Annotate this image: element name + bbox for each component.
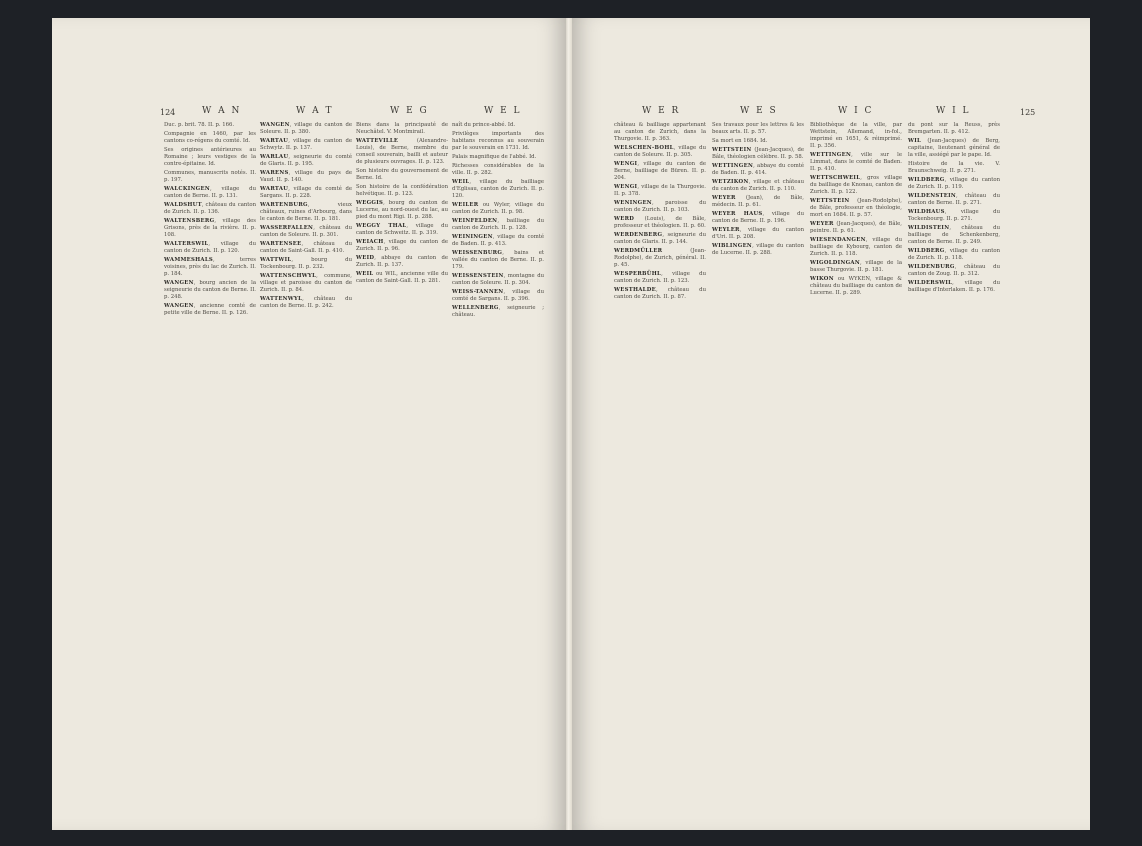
index-entry — [356, 122, 448, 136]
entry-text: , abbaye du comté de Baden. II. p. 414. — [712, 163, 804, 176]
entry-headword: WEISS-TANNEN — [452, 289, 504, 295]
entry-text: , village de la Thurgovie. II. p. 378. — [614, 184, 706, 197]
entry-text: , village du comté de Sargans. II. p. 228. — [260, 186, 352, 199]
entry-headword: WERDMÜLLER — [614, 248, 663, 254]
entry-headword: WEINFELDEN — [452, 218, 498, 224]
entry-headword: WETTSCHWEIL — [810, 175, 861, 181]
index-entry — [452, 250, 544, 271]
entry-text: , gros village du bailliage de Knonau, canton de Zurich. II. p. 122. — [810, 175, 902, 195]
index-entry — [452, 202, 544, 216]
entry-headword: WENINGEN — [614, 200, 652, 206]
entry-headword: WALCKINGEN — [164, 186, 210, 192]
entry-text: Son histoire du gouvernement de Berne. Id. — [356, 168, 448, 181]
entry-text: , commune, village et paroisse du canton de Zurich. II. p. 84. — [260, 273, 352, 293]
entry-headword: WANGEN — [164, 303, 194, 309]
entry-headword: WIKON — [810, 276, 834, 282]
right-page — [572, 18, 1090, 830]
index-entry — [810, 152, 902, 173]
entry-text: , seigneurie du comté de Glaris. II. p. 195. — [260, 154, 352, 167]
entry-text: Ses origines antérieures au Romaine ; leurs vestiges de la contre-épitaine. Id. — [164, 147, 256, 167]
column-header: W E S — [740, 106, 778, 116]
index-entry — [356, 200, 448, 221]
entry-text: ou WIL, ancienne ville du canton de Saint-Gall. II. p. 281. — [356, 271, 448, 284]
entry-headword: WARTAU — [260, 186, 289, 192]
index-entry — [810, 260, 902, 274]
index-entry — [810, 237, 902, 258]
entry-headword: WELLENBERG — [452, 305, 499, 311]
column-header: W I C — [838, 106, 874, 116]
entry-text: , village du bailliage d'Eglisau, canton de Zurich. II. p. 120. — [452, 179, 544, 199]
entry-headword: WILDBERG — [908, 177, 945, 183]
index-entry — [614, 232, 706, 246]
index-entry — [908, 122, 1000, 136]
index-entry — [452, 218, 544, 232]
entry-text: , montagne du canton de Soleure. II. p. 304. — [452, 273, 544, 286]
entry-text: , vieux châteaux, ruines d'Arbourg, dans le canton de Berne. II. p. 181. — [260, 202, 352, 222]
entry-headword: WIESENDANGEN — [810, 237, 866, 243]
entry-headword: WERD — [614, 216, 635, 222]
entry-text: (Jean-Jacques) de Berg, capitaine, lieutenant général de la ville, assiégé par le pape. Id. — [908, 138, 1000, 158]
entry-text: , village du canton d'Uri. II. p. 208. — [712, 227, 804, 240]
entry-headword: WEISSENSTEIN — [452, 273, 504, 279]
column-header: W A T — [296, 106, 334, 116]
entry-headword: WEID — [356, 255, 375, 261]
entry-headword: WARTENSEE — [260, 241, 302, 247]
index-entry — [260, 273, 352, 294]
index-entry — [452, 234, 544, 248]
entry-text: (Jean-Rodolphe), de Zurich, général. II. p. 45. — [614, 248, 706, 268]
index-entry — [356, 255, 448, 269]
entry-headword: WETTINGEN — [810, 152, 852, 158]
entry-headword: WEYER HAUS — [712, 211, 763, 217]
index-entry — [908, 161, 1000, 175]
entry-text: , château du canton de Berne. II. p. 242. — [260, 296, 352, 309]
index-entry — [164, 147, 256, 168]
left-page — [52, 18, 566, 830]
entry-headword: WARLAU — [260, 154, 289, 160]
index-entry — [614, 161, 706, 182]
entry-text: , château du canton de Zurich. II. p. 87. — [614, 287, 706, 300]
entry-text: , village du canton de Zurich. II. p. 96. — [356, 239, 448, 252]
entry-headword: WEIL — [452, 179, 470, 185]
entry-text: , château du canton de Zoug. II. p. 312. — [908, 264, 1000, 277]
column-header: W E G — [390, 106, 429, 116]
index-entry — [452, 305, 544, 319]
entry-headword: WARENS — [260, 170, 289, 176]
entry-headword: WASSERFALLEN — [260, 225, 314, 231]
entry-text: , village du canton de Berne, bailliage de Büren. II. p. 204. — [614, 161, 706, 181]
index-entry — [260, 202, 352, 223]
index-entry — [164, 303, 256, 317]
entry-headword: WERDENBERG — [614, 232, 663, 238]
index-entry — [164, 241, 256, 255]
entry-headword: WENGI — [614, 184, 638, 190]
entry-text: , seigneurie ; château. — [452, 305, 544, 318]
text-column — [164, 122, 256, 319]
column-header: W A N — [202, 106, 242, 116]
entry-text: , paroisse du canton de Zurich. II. p. 103. — [614, 200, 706, 213]
index-entry — [164, 202, 256, 216]
entry-headword: WALTERSWIL — [164, 241, 209, 247]
entry-headword: WETTSTEIN — [712, 147, 752, 153]
index-entry — [614, 216, 706, 230]
entry-headword: WARTENBURG — [260, 202, 308, 208]
entry-text: , village de la basse Thurgovie. II. p. 181. — [810, 260, 902, 273]
entry-text: Histoire de la vie. V. Braunschweig. II. p. 271. — [908, 161, 1000, 174]
index-entry — [452, 131, 544, 152]
entry-headword: WALDSHUT — [164, 202, 202, 208]
index-entry — [614, 248, 706, 269]
entry-headword: WIBLINGEN — [712, 243, 753, 249]
entry-text: , château du canton de Zurich. II. p. 136. — [164, 202, 256, 215]
entry-headword: WEGGIS — [356, 200, 384, 206]
page-number: 125 — [1020, 108, 1036, 117]
entry-headword: WANGEN — [164, 280, 194, 286]
index-entry — [260, 241, 352, 255]
entry-headword: WETZIKON — [712, 179, 749, 185]
entry-headword: WEYLER — [712, 227, 740, 233]
entry-headword: WETTINGEN — [712, 163, 754, 169]
entry-headword: WEYER — [712, 195, 736, 201]
entry-text: , abbaye du canton de Zurich. II. p. 137. — [356, 255, 448, 268]
entry-text: Compagnie en 1460, par les cantons co-régens du comté. Id. — [164, 131, 256, 144]
text-column — [260, 122, 352, 312]
index-entry — [908, 209, 1000, 223]
entry-headword: WILDENSTEIN — [908, 193, 957, 199]
column-header: W E L — [484, 106, 522, 116]
entry-text: ou Wyler, village du canton de Zurich. II. p. 98. — [452, 202, 544, 215]
index-entry — [810, 122, 902, 150]
index-entry — [356, 168, 448, 182]
index-entry — [164, 257, 256, 278]
index-entry — [452, 154, 544, 161]
entry-headword: WEIL — [356, 271, 374, 277]
entry-text: , village du canton de Schweitz. II. p. 319. — [356, 223, 448, 236]
entry-text: Palais magnifique de l'abbé. Id. — [452, 154, 537, 160]
index-entry — [164, 131, 256, 145]
entry-text: , bourg du Tockenbourg. II. p. 232. — [260, 257, 352, 270]
entry-headword: WALTENSBERG — [164, 218, 215, 224]
index-entry — [614, 287, 706, 301]
entry-headword: WATTEVILLE — [356, 138, 399, 144]
entry-text: , village des Grisons, près de la rivière. II. p. 108. — [164, 218, 256, 238]
text-column — [712, 122, 804, 259]
index-entry — [614, 200, 706, 214]
entry-headword: WEININGEN — [452, 234, 493, 240]
entry-headword: WAMMESHALS — [164, 257, 213, 263]
index-entry — [452, 163, 544, 177]
index-entry — [164, 186, 256, 200]
entry-headword: WILDHAUS — [908, 209, 945, 215]
entry-headword: WILDENBURG — [908, 264, 955, 270]
index-entry — [452, 289, 544, 303]
index-entry — [908, 248, 1000, 262]
entry-text: , village du canton de Zurich. II. p. 118. — [908, 248, 1000, 261]
index-entry — [356, 223, 448, 237]
index-entry — [908, 225, 1000, 246]
entry-text: , village du bailliage d'Interlaken. II. p. 176. — [908, 280, 1000, 293]
index-entry — [908, 177, 1000, 191]
index-entry — [614, 122, 706, 143]
index-entry — [712, 122, 804, 136]
index-entry — [614, 271, 706, 285]
index-entry — [356, 138, 448, 166]
entry-text: , ville sur le Limmat, dans le comté de Baden. II. p. 410. — [810, 152, 902, 172]
entry-text: , seigneurie du canton de Glaris. II. p. 144. — [614, 232, 706, 245]
index-entry — [810, 175, 902, 196]
page-number: 124 — [160, 108, 176, 117]
index-entry — [260, 257, 352, 271]
entry-headword: WELSCHEN-BOHL — [614, 145, 674, 151]
entry-headword: WARTAU — [260, 138, 289, 144]
entry-headword: WANGEN — [260, 122, 290, 128]
entry-headword: WILDBERG — [908, 248, 945, 254]
entry-headword: WILDERSWIL — [908, 280, 953, 286]
index-entry — [452, 179, 544, 200]
entry-headword: WETTSTEIN — [810, 198, 850, 204]
entry-text: , village du pays de Vaud. II. p. 140. — [260, 170, 352, 183]
entry-text: du pont sur la Reuss, près Bremgarten. II. p. 412. — [908, 122, 1000, 135]
index-entry — [260, 170, 352, 184]
entry-text: , village du canton de Zurich. II. p. 123. — [614, 271, 706, 284]
entry-text: naît du prince-abbé. Id. — [452, 122, 516, 128]
entry-text: Son histoire de la confédération helvétique. II. p. 123. — [356, 184, 448, 197]
entry-text: , village du canton de Lucerne. II. p. 288. — [712, 243, 804, 256]
index-entry — [260, 296, 352, 310]
index-entry — [712, 243, 804, 257]
entry-text: (Jean-Rodolphe), de Bâle, professeur en théologie, mort en 1684. II. p. 57. — [810, 198, 902, 218]
column-header: W I L — [936, 106, 971, 116]
text-column — [614, 122, 706, 303]
entry-headword: WEYER — [810, 221, 834, 227]
index-entry — [712, 195, 804, 209]
index-entry — [712, 179, 804, 193]
entry-text: ou WYKEN, village & château du bailliage du canton de Lucerne. II. p. 289. — [810, 276, 902, 296]
entry-headword: WATTENWYL — [260, 296, 303, 302]
entry-text: , village du comté de Baden. II. p. 413. — [452, 234, 544, 247]
entry-headword: WATTENSCHWYL — [260, 273, 317, 279]
index-entry — [164, 218, 256, 239]
entry-text: , ancienne comté de petite ville de Berne. II. p. 126. — [164, 303, 256, 316]
text-column — [356, 122, 448, 287]
entry-text: , bourg ancien de la seigneurie du canton de Berne. II. p. 248. — [164, 280, 256, 300]
entry-text: Biens dans la principauté de Neuchâtel. V. Montmirail. — [356, 122, 448, 135]
index-entry — [164, 280, 256, 301]
entry-text: Ses travaux pour les lettres & les beaux arts. II. p. 57. — [712, 122, 804, 135]
index-entry — [452, 273, 544, 287]
entry-headword: WESTHALDE — [614, 287, 656, 293]
entry-headword: WEISSENBURG — [452, 250, 503, 256]
entry-text: , village du canton de Zurich. II. p. 119. — [908, 177, 1000, 190]
index-entry — [810, 276, 902, 297]
index-entry — [712, 147, 804, 161]
entry-headword: WIL — [908, 138, 922, 144]
entry-headword: WATTWIL — [260, 257, 292, 263]
entry-headword: WEIACH — [356, 239, 384, 245]
index-entry — [260, 122, 352, 136]
text-column — [908, 122, 1000, 296]
index-entry — [712, 163, 804, 177]
text-column — [452, 122, 544, 321]
entry-text: , château du canton de Soleure. II. p. 301. — [260, 225, 352, 238]
index-entry — [260, 138, 352, 152]
entry-text: , château du canton de Saint-Gall. II. p. 410. — [260, 241, 352, 254]
index-entry — [260, 186, 352, 200]
entry-text: (Jean-Jacques), de Bâle, théologien célèbre. II. p. 58. — [712, 147, 804, 160]
entry-text: Sa mort en 1684. Id. — [712, 138, 768, 144]
entry-headword: WESPERBÜHL — [614, 271, 662, 277]
index-entry — [712, 211, 804, 225]
entry-text: , village du canton de Berne. II. p. 196. — [712, 211, 804, 224]
index-entry — [908, 264, 1000, 278]
entry-text: , village du bailliage de Kybourg, canton de Zurich. II. p. 118. — [810, 237, 902, 257]
index-entry — [260, 154, 352, 168]
entry-text: Privilèges importants des habitans reconnus au souverain par le souverain en 1731. Id. — [452, 131, 544, 151]
entry-text: , terres voisines, près du lac de Zurich. II. p. 184. — [164, 257, 256, 277]
index-entry — [356, 271, 448, 285]
entry-text: (Alexandre-Louis), de Berne, membre du conseil souverain, bailli et auteur de plusieurs ouvrages. II. p. 123. — [356, 138, 448, 165]
entry-text: , village et château du canton de Zurich. II. p. 110. — [712, 179, 804, 192]
entry-headword: WILDISTEIN — [908, 225, 950, 231]
index-entry — [908, 280, 1000, 294]
index-entry — [614, 145, 706, 159]
index-entry — [908, 193, 1000, 207]
column-header: W E R — [642, 106, 681, 116]
entry-text: Communes, manuscrits notés. II. p. 197. — [164, 170, 256, 183]
index-entry — [356, 184, 448, 198]
entry-text: Bibliothèque de la ville, par Wettstein, Allemand, in-fol., imprimé en 1651, & réimprimé. II. p. 356. — [810, 122, 902, 149]
entry-text: (Jean), de Bâle, médecin. II. p. 61. — [712, 195, 804, 208]
entry-headword: WEILER — [452, 202, 479, 208]
entry-text: , château du bailliage de Schenkenberg, canton de Berne. II. p. 249. — [908, 225, 1000, 245]
entry-text: Duc. p. brit. 78. II. p. 166. — [164, 122, 235, 128]
entry-text: , village du canton de Soleure. II. p. 380. — [260, 122, 352, 135]
entry-text: château & bailliage appartenant au canton de Zurich, dans la Thurgovie. II. p. 363. — [614, 122, 706, 142]
entry-text: , bains et vallée du canton de Berne. II. p. 179. — [452, 250, 544, 270]
entry-headword: WIGOLDINGAN — [810, 260, 860, 266]
index-entry — [260, 225, 352, 239]
entry-text: , village du canton de Soleure. II. p. 305. — [614, 145, 706, 158]
index-entry — [452, 122, 544, 129]
entry-text: , château du canton de Berne. II. p. 271. — [908, 193, 1000, 206]
entry-text: , village du canton de Zurich. II. p. 120. — [164, 241, 256, 254]
index-entry — [712, 138, 804, 145]
entry-text: Richesses considérables de la ville. II. p. 282. — [452, 163, 544, 176]
text-column — [810, 122, 902, 299]
entry-text: (Louis), de Bâle, professeur et théologien. II. p. 60. — [614, 216, 706, 229]
entry-text: , bourg du canton de Lucerne, au nord-ouest du lac, au pied du mont Rigi. II. p. 288. — [356, 200, 448, 220]
entry-text: , village du Tockenbourg. II. p. 271. — [908, 209, 1000, 222]
index-entry — [810, 221, 902, 235]
entry-text: , bailliage du canton de Zurich. II. p. 128. — [452, 218, 544, 231]
entry-text: , village du canton de Berne. II. p. 131. — [164, 186, 256, 199]
entry-headword: WENGI — [614, 161, 638, 167]
index-entry — [810, 198, 902, 219]
index-entry — [614, 184, 706, 198]
index-entry — [356, 239, 448, 253]
entry-text: (Jean-Jacques), de Bâle, peintre. II. p. 61. — [810, 221, 902, 234]
entry-text: , village du canton de Schwytz. II. p. 137. — [260, 138, 352, 151]
index-entry — [908, 138, 1000, 159]
index-entry — [712, 227, 804, 241]
entry-text: , village du comté de Sargans. II. p. 396. — [452, 289, 544, 302]
index-entry — [164, 170, 256, 184]
index-entry — [164, 122, 256, 129]
entry-headword: WEGGY THAL — [356, 223, 407, 229]
